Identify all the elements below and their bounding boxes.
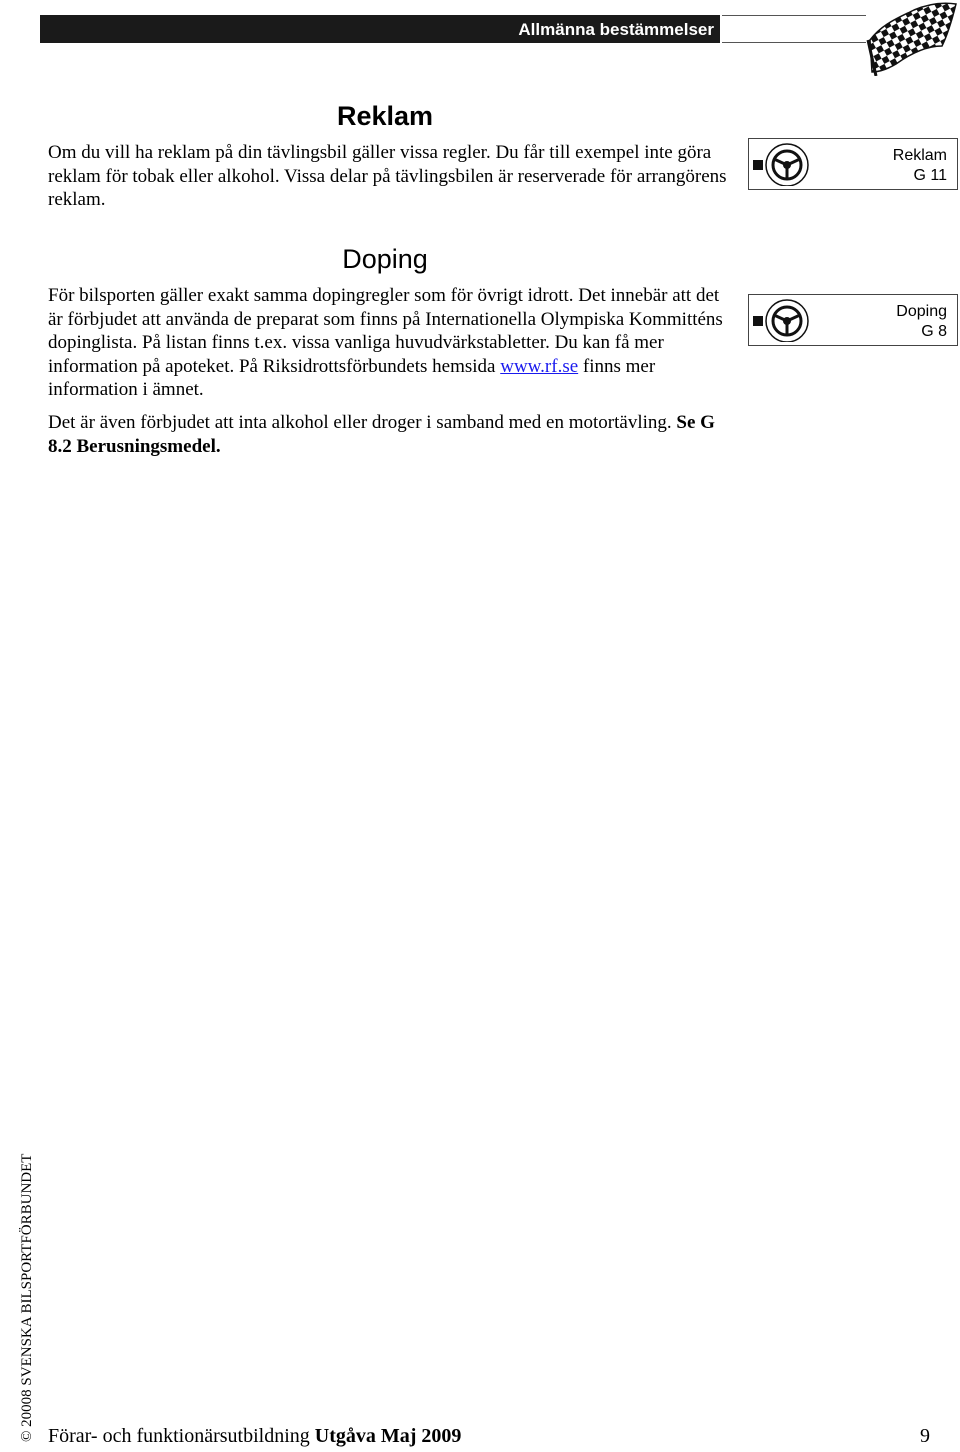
reklam-side-label [893,146,947,186]
doping-text-2: Det är även förbjudet att inta alkohol eller droger i samband med en motortävling. [48,412,672,433]
header-rule-bottom [722,42,866,43]
doping-text-end: finns mer information i ämnet. [48,355,656,400]
copyright-vertical: © 20008 SVENSKA BILSPORTFÖRBUNDET [19,1153,35,1442]
doping-paragraph [48,284,728,402]
steering-wheel-logo-icon [753,142,817,186]
header-rule-top [722,15,866,16]
section-header [40,15,720,43]
doping-side-label [896,302,947,342]
doping-reference: Se G 8.2 Berusningsmedel. [48,412,715,457]
reklam-paragraph: Om du vill ha reklam på din tävlingsbil gäller vissa regler. Du får till exempel inte göra reklam för tobak eller alkohol. Vissa delar på tävlingsbilen är reserverade för arrangörens reklam. [48,142,727,210]
doping-paragraph-2 [48,411,728,458]
doping-side-title: Doping [896,303,947,320]
footer-title-bold: Utgåva Maj 2009 [314,1425,462,1447]
reklam-side-title: Reklam [892,147,947,164]
footer-title-regular: Förar- och funktionärsutbildning [48,1425,310,1447]
footer-title [48,1424,461,1448]
reklam-heading: Reklam [336,101,434,131]
doping-side-ref: G 8 [921,323,947,340]
page-number: 9 [920,1425,930,1447]
reklam-side-box [748,138,958,190]
reklam-side-ref: G 11 [913,167,947,184]
checkered-flag-icon [864,0,960,76]
doping-text: För bilsporten gäller exakt samma dopingregler som för övrigt idrott. Det innebär att det är förbjudet att använda de preparat som finns på Internationella Olympiska Kommitténs dopinglista. På listan finns t.ex. vissa vanliga huvudvärkstabletter. Du kan få mer information på apoteket. På Riksidrottsförbundets hemsida [48,285,723,377]
section-title: Allmänna bestämmelser [518,20,714,39]
doping-heading: Doping [342,244,428,274]
steering-wheel-logo-icon [753,298,817,342]
rf-link[interactable]: www.rf.se [500,355,579,377]
doping-side-box [748,294,958,346]
